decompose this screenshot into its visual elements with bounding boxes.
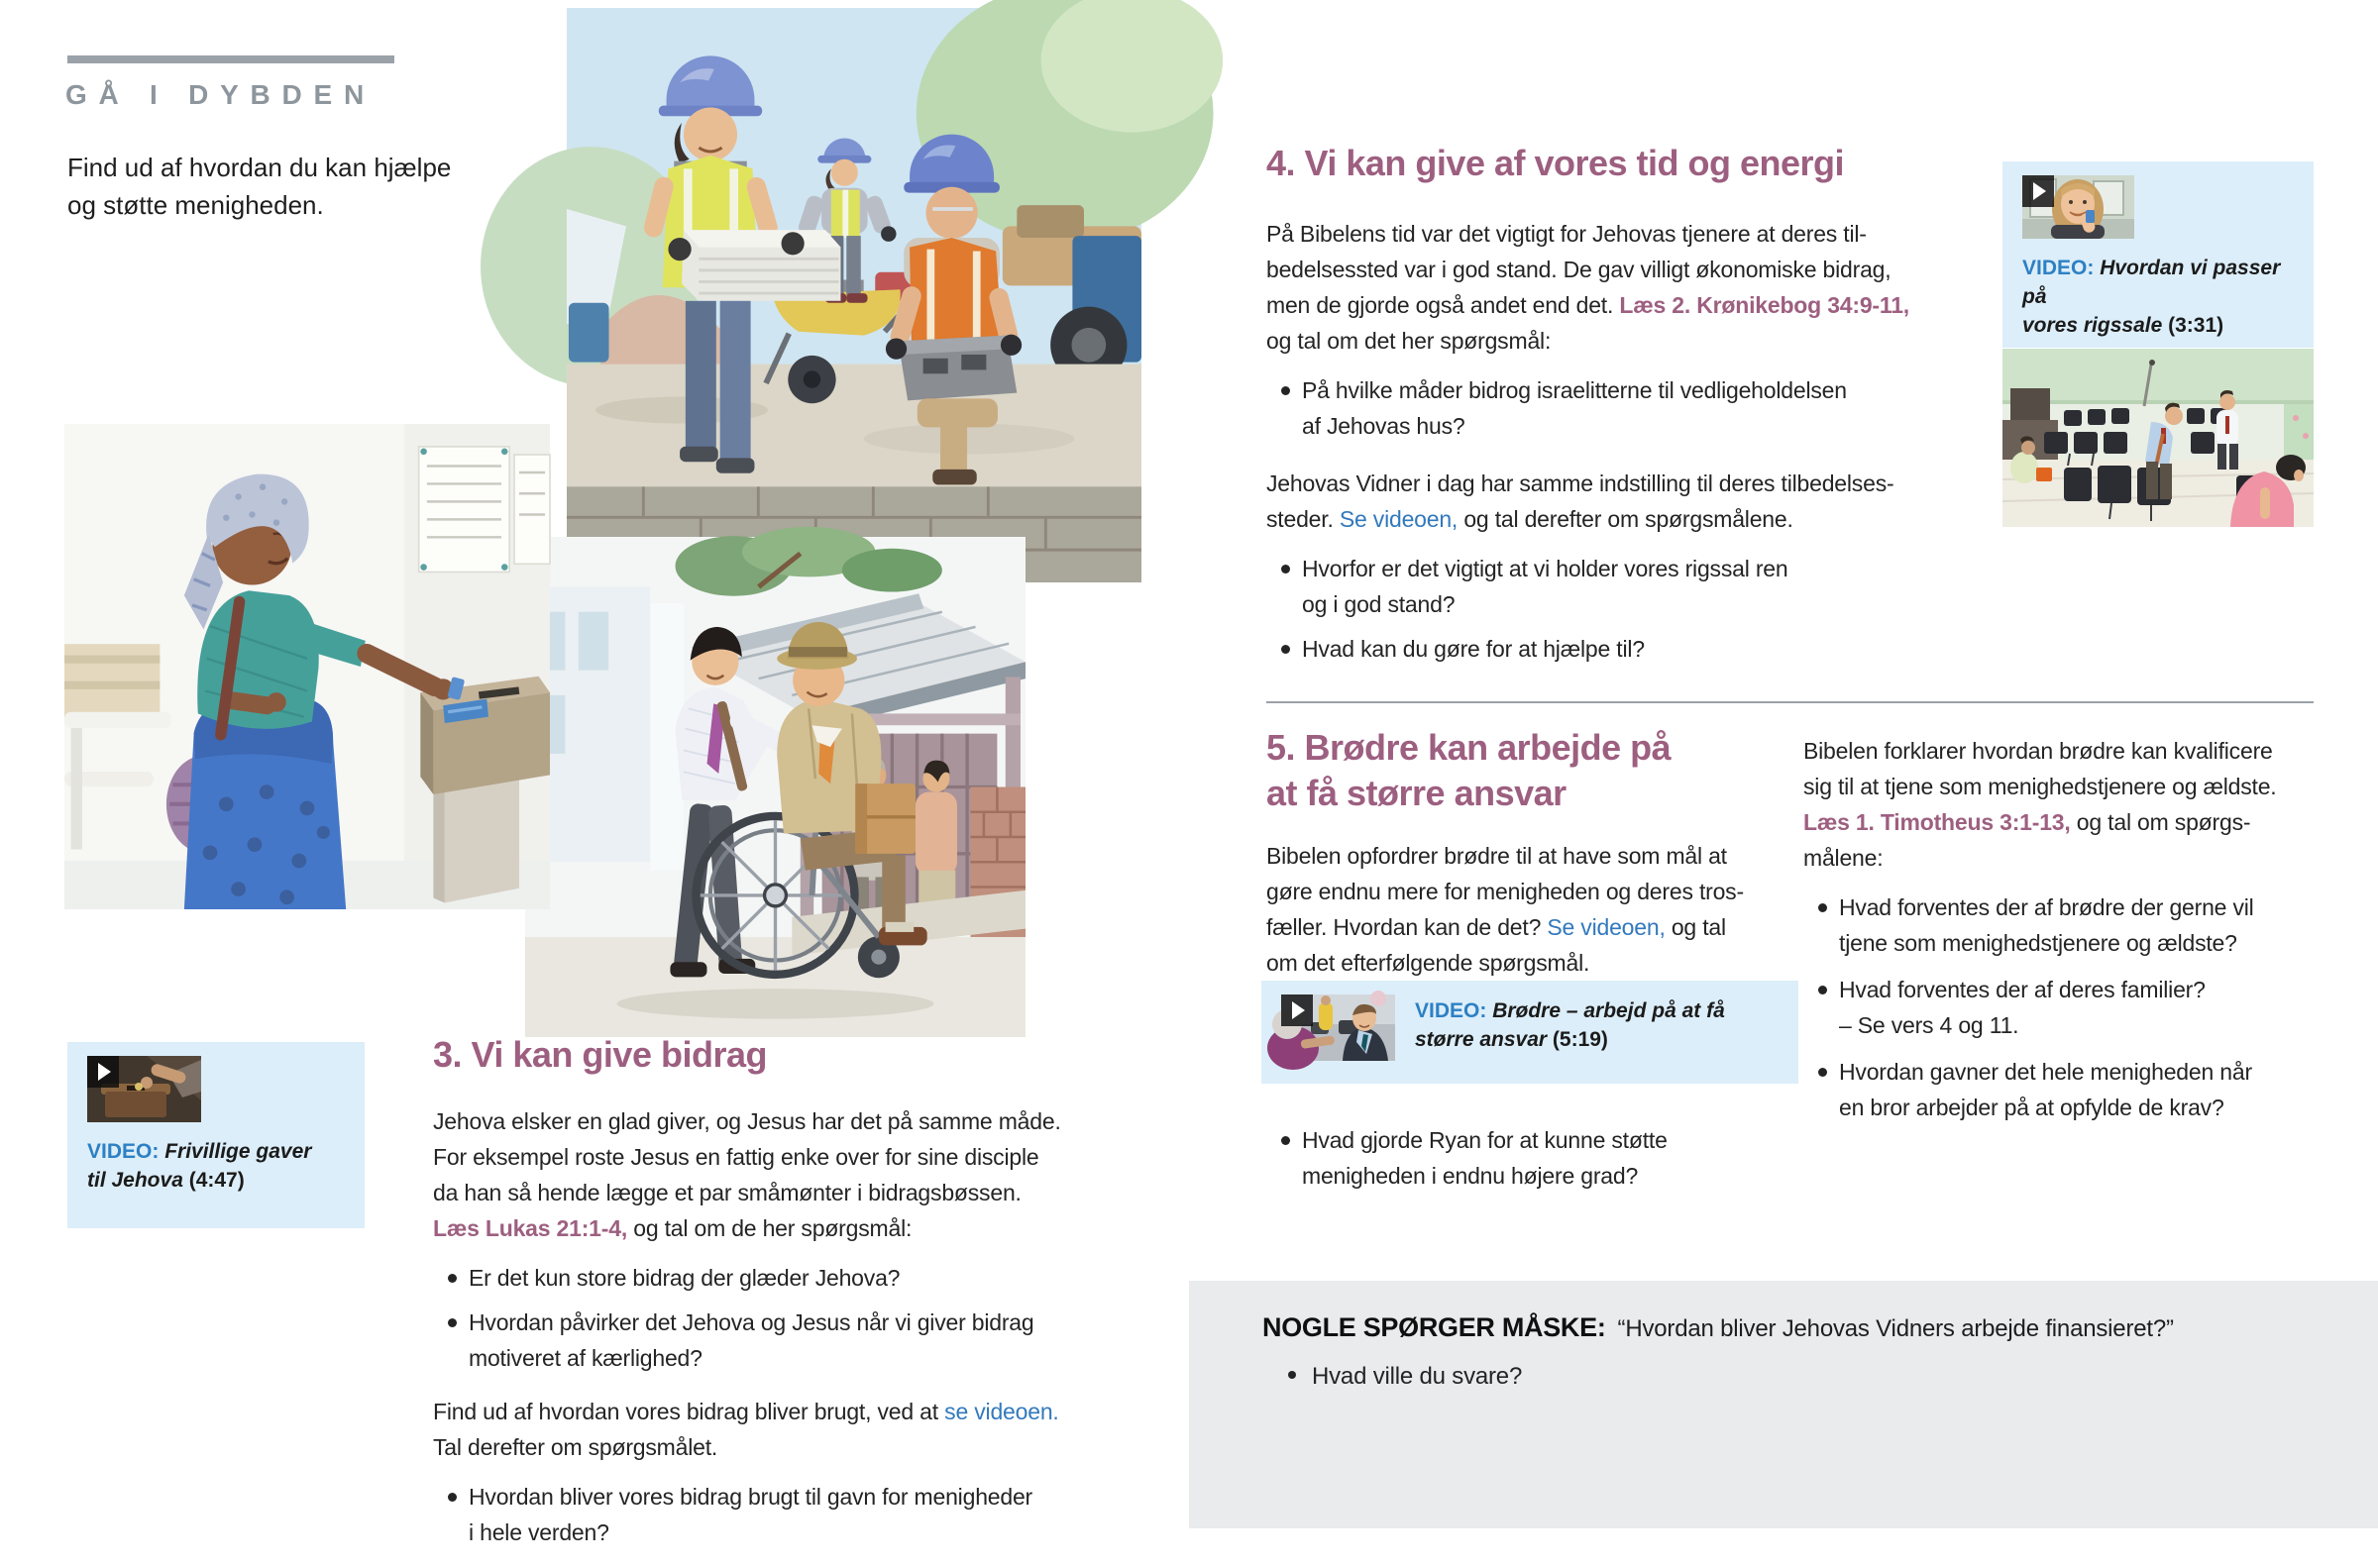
text-run: større ansvar xyxy=(1415,1028,1548,1051)
play-icon[interactable] xyxy=(1281,994,1313,1026)
kicker-title: GÅ I DYBDEN xyxy=(65,79,376,110)
text-run: Hvordan vi passer på xyxy=(2022,257,2287,308)
text-run: steder. xyxy=(1266,506,1340,532)
text-run: På Bibelens tid var det vigtigt for Jehovas tjenere at deres til- xyxy=(1266,221,1867,247)
video-label: VIDEO: xyxy=(1415,999,1493,1022)
section-3-heading: 3. Vi kan give bidrag xyxy=(433,1034,767,1075)
text-run: om det efterfølgende spørgsmål. xyxy=(1266,950,1590,976)
text-run: Find ud af hvordan du kan hjælpe xyxy=(67,153,452,182)
text-run: – Se vers 4 og 11. xyxy=(1839,1012,2019,1038)
section-5-questions xyxy=(1803,889,2319,1125)
kingdom-hall-cleaning-photo xyxy=(2002,349,2314,527)
bullet-item xyxy=(433,1305,1127,1376)
bullet-item xyxy=(1803,1054,2319,1125)
text-run: På hvilke måder bidrog israelitterne til vedligeholdelsen xyxy=(1302,377,1847,403)
text-link[interactable]: Se videoen, xyxy=(1547,914,1666,940)
text-run: og tal om spørgs- xyxy=(2070,809,2251,835)
text-run: Hvad forventes der af deres familier? xyxy=(1839,977,2206,1002)
some-may-ask-questions xyxy=(1262,1359,2338,1395)
section-4-heading: 4. Vi kan give af vores tid og energi xyxy=(1266,143,1845,183)
text-run: og tal om de her spørgsmål: xyxy=(627,1215,913,1241)
scripture-link[interactable]: Læs 1. Timotheus 3:1-13, xyxy=(1803,809,2071,835)
intro-text xyxy=(67,149,451,224)
section-4-questions-2 xyxy=(1266,551,1960,667)
text-run: en bror arbejder på at opfylde de krav? xyxy=(1839,1095,2224,1120)
section-divider xyxy=(1266,701,2314,703)
text-run: motiveret af kærlighed? xyxy=(469,1345,703,1371)
cleaning-photo-svg xyxy=(2002,349,2314,527)
text-run: For eksempel roste Jesus en fattig enke over for sine disciple xyxy=(433,1144,1039,1170)
text-run: men de gjorde også andet end det. xyxy=(1266,292,1620,318)
text-run: Hvad gjorde Ryan for at kunne støtte xyxy=(1302,1127,1668,1153)
video-thumbnail-brothers[interactable] xyxy=(1281,994,1395,1061)
text-link[interactable]: se videoen. xyxy=(944,1399,1059,1424)
text-run: Hvad kan du gøre for at hjælpe til? xyxy=(1302,636,1645,662)
section-3-paragraph-1 xyxy=(433,1103,1127,1246)
text-run: tjene som menighedstjenere og ældste? xyxy=(1839,930,2237,956)
bullet-item xyxy=(1266,1122,1821,1194)
text-run: vores rigssale xyxy=(2022,314,2163,337)
text-run: og i god stand? xyxy=(1302,591,1456,617)
section-4 xyxy=(1266,141,1960,684)
donation-illustration xyxy=(64,424,550,909)
some-may-ask-line xyxy=(1262,1312,2338,1343)
section-4-questions-1 xyxy=(1266,372,1960,444)
bullet-item xyxy=(433,1260,1127,1296)
video-callout-brothers xyxy=(1261,981,1798,1084)
text-run: Jehovas Vidner i dag har samme indstilling til deres tilbedelses- xyxy=(1266,470,1894,496)
wheelchair-illustration-svg xyxy=(525,537,1026,1037)
play-icon[interactable] xyxy=(87,1056,119,1088)
scripture-link[interactable]: Læs 2. Krønikebog 34:9-11, xyxy=(1619,292,1909,318)
text-run: af Jehovas hus? xyxy=(1302,413,1465,439)
section-5 xyxy=(1266,725,1821,994)
video-caption xyxy=(1415,996,1725,1054)
section-5-heading xyxy=(1266,725,1821,816)
text-run: Hvad forventes der af brødre der gerne vil xyxy=(1839,894,2254,920)
text-run: Hvorfor er det vigtigt at vi holder vores rigssal ren xyxy=(1302,556,1788,581)
bullet-item xyxy=(1803,972,2319,1043)
video-caption xyxy=(87,1137,345,1195)
text-run: Hvordan gavner det hele menigheden når xyxy=(1839,1059,2252,1085)
video-thumbnail-contribution[interactable] xyxy=(87,1056,201,1122)
video-callout-contributions xyxy=(67,1042,365,1228)
text-run: Brødre – arbejd på at få xyxy=(1492,999,1725,1022)
text-run: og tal om det her spørgsmål: xyxy=(1266,328,1552,354)
text-run: Hvad ville du svare? xyxy=(1312,1363,1523,1390)
text-run: menigheden i endnu højere grad? xyxy=(1302,1163,1639,1189)
text-run: og støtte menigheden. xyxy=(67,190,324,220)
text-run: Hvordan påvirker det Jehova og Jesus når vi giver bidrag xyxy=(469,1309,1034,1335)
section-divider-bar xyxy=(67,55,394,63)
text-run: (4:47) xyxy=(182,1169,245,1192)
section-5-paragraph-2 xyxy=(1803,733,2319,876)
play-icon[interactable] xyxy=(2022,175,2054,207)
section-5-question-video xyxy=(1266,1113,1821,1202)
section-4-paragraph-2 xyxy=(1266,466,1960,537)
construction-illustration xyxy=(567,8,1141,582)
text-run: Frivillige gaver xyxy=(164,1140,312,1163)
text-run: Hvordan bliver vores bidrag brugt til gavn for menigheder xyxy=(469,1484,1033,1510)
text-run: og tal derefter om spørgsmålene. xyxy=(1458,506,1793,532)
bullet-item xyxy=(1266,631,1960,667)
section-3-paragraph-2 xyxy=(433,1394,1127,1465)
section-3-questions-2 xyxy=(433,1479,1127,1550)
bullet-item xyxy=(1266,551,1960,622)
wheelchair-illustration xyxy=(525,537,1026,1037)
text-run: Er det kun store bidrag der glæder Jehova? xyxy=(469,1265,901,1291)
section-5-paragraph xyxy=(1266,838,1821,981)
bullet-item xyxy=(1266,372,1960,444)
section-3 xyxy=(433,1032,1127,1568)
video-label: VIDEO: xyxy=(2022,257,2101,279)
text-run: (3:31) xyxy=(2162,314,2224,337)
text-run: Jehova elsker en glad giver, og Jesus har det på samme måde. xyxy=(433,1108,1061,1134)
construction-illustration-svg xyxy=(567,8,1141,582)
video-callout-kingdom-hall xyxy=(2002,161,2314,348)
text-run: (5:19) xyxy=(1547,1028,1608,1051)
text-run: Bibelen opfordrer brødre til at have som mål at xyxy=(1266,843,1727,869)
text-run: i hele verden? xyxy=(469,1519,609,1545)
text-run: da han så hende lægge et par småmønter i bidragsbøssen. xyxy=(433,1180,1022,1205)
text-run: Bibelen forklarer hvordan brødre kan kvalificere xyxy=(1803,738,2273,764)
text-run: bedelsessted var i god stand. De gav villigt økonomiske bidrag, xyxy=(1266,257,1892,282)
section-4-paragraph-1 xyxy=(1266,216,1960,359)
text-run: Tal derefter om spørgsmålet. xyxy=(433,1434,718,1460)
video-caption xyxy=(2022,254,2294,340)
text-run: gøre endnu mere for menigheden og deres tros- xyxy=(1266,879,1744,904)
text-run: 5. Brødre kan arbejde på xyxy=(1266,727,1672,768)
text-run: at få større ansvar xyxy=(1266,773,1567,813)
text-link[interactable]: Se videoen, xyxy=(1339,506,1459,532)
text-run: målene: xyxy=(1803,845,1884,871)
some-may-ask-box xyxy=(1189,1281,2378,1528)
donation-illustration-svg xyxy=(64,424,550,909)
video-thumbnail-kingdom-hall[interactable] xyxy=(2022,175,2134,239)
bullet-item xyxy=(433,1479,1127,1550)
bullet-item xyxy=(1803,889,2319,961)
scripture-link[interactable]: Læs Lukas 21:1-4, xyxy=(433,1215,628,1241)
text-run: sig til at tjene som menighedstjenere og ældste. xyxy=(1803,774,2277,799)
bullet-item xyxy=(1262,1359,2338,1395)
section-5-column-2 xyxy=(1803,733,2319,1143)
video-label: VIDEO: xyxy=(87,1140,165,1163)
text-run: til Jehova xyxy=(87,1169,183,1192)
text-run: og tal xyxy=(1665,914,1726,940)
text-run: Find ud af hvordan vores bidrag bliver brugt, ved at xyxy=(433,1399,945,1424)
some-may-ask-label: NOGLE SPØRGER MÅSKE: xyxy=(1262,1312,1606,1342)
section-3-questions-1 xyxy=(433,1260,1127,1376)
some-may-ask-quote: “Hvordan bliver Jehovas Vidners arbejde finansieret?” xyxy=(1617,1315,2174,1342)
text-run: fæller. Hvordan kan de det? xyxy=(1266,914,1548,940)
